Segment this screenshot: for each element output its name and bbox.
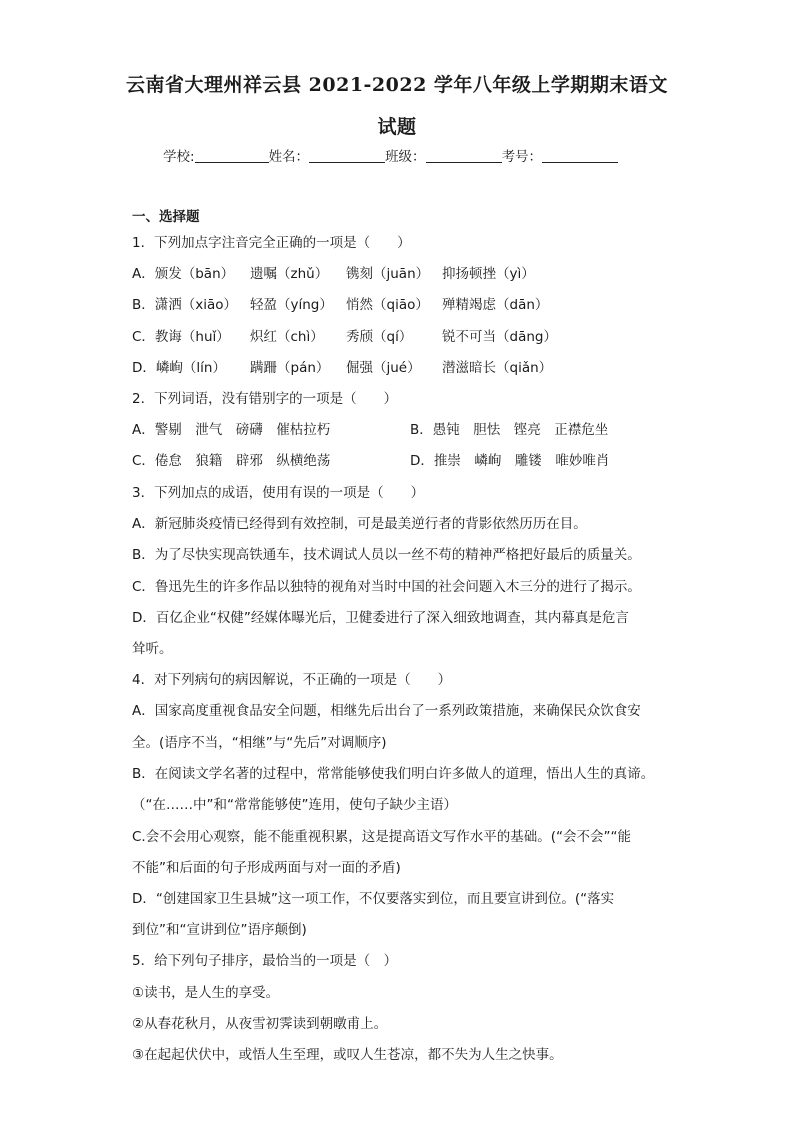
- name-label: 姓名：: [268, 149, 310, 165]
- q1-c-item: 锐不可当（dāng）: [442, 329, 557, 345]
- q3-option-d-continued: 耸听。: [132, 641, 173, 657]
- q4-option-b-continued: （“在……中”和“常常能够使”连用，使句子缺少主语）: [132, 797, 457, 813]
- q4-stem: 4．对下列病句的病因解说，不正确的一项是（ ）: [132, 672, 452, 688]
- q1-stem: 1．下列加点字注音完全正确的一项是（ ）: [132, 235, 411, 251]
- q4-option-c: C.会不会用心观察，能不能重视积累，这是提高语文写作水平的基础。(“会不会”“能: [132, 829, 631, 845]
- class-label: 班级：: [385, 149, 426, 165]
- student-info-line: [163, 145, 618, 165]
- number-label: 考号：: [501, 149, 543, 165]
- q2-options-ab: [132, 421, 608, 439]
- q2-option-d: D．推崇 嶙峋 雕镂 唯妙唯肖: [410, 453, 610, 469]
- q4-option-d-continued: 到位”和“宣讲到位”语序颠倒): [132, 922, 307, 938]
- q1-option-a: [132, 265, 535, 283]
- q2-options-cd: [132, 452, 609, 470]
- school-blank[interactable]: [195, 148, 269, 163]
- q1-c-item: 炽红（chì）: [250, 329, 324, 345]
- q1-d-item: 倔强（jué）: [346, 360, 421, 376]
- q1-b-item: B．潇洒（xiāo）: [132, 297, 238, 313]
- q1-d-item: 蹒跚（pán）: [250, 360, 330, 376]
- q1-option-d: [132, 359, 552, 377]
- q1-c-item: C．教诲（huǐ）: [132, 329, 230, 345]
- q1-a-item: 遗嘱（zhǔ）: [250, 266, 329, 282]
- q1-d-item: D．嶙峋（lín）: [132, 360, 226, 376]
- q5-sentence-1: ①读书，是人生的享受。: [132, 985, 280, 1001]
- section-heading: 一、选择题: [132, 209, 200, 225]
- q4-option-b: B．在阅读文学名著的过程中，常常能够使我们明白许多做人的道理，悟出人生的真谛。: [132, 766, 655, 782]
- exam-title: 云南省大理州祥云县 2021-2022 学年八年级上学期期末语文: [126, 74, 668, 96]
- q2-option-a: A．警剔 泄气 磅礴 催枯拉朽: [132, 422, 331, 438]
- q2-option-c: C．倦怠 狼籍 辟邪 纵横绝荡: [132, 453, 331, 469]
- q1-a-item: 镌刻（juān）: [346, 266, 430, 282]
- q1-b-item: 轻盈（yíng）: [250, 297, 333, 313]
- q1-c-item: 秀颀（qí）: [346, 329, 413, 345]
- q5-stem: 5．给下列句子排序，最恰当的一项是（ ）: [132, 953, 398, 969]
- q1-b-item: 悄然（qiāo）: [346, 297, 429, 313]
- exam-title-continued: 试题: [377, 116, 417, 138]
- q3-option-c: C．鲁迅先生的许多作品以独特的视角对当时中国的社会问题入木三分的进行了揭示。: [132, 579, 641, 595]
- q3-stem: 3．下列加点的成语，使用有误的一项是（ ）: [132, 485, 425, 501]
- q1-d-item: 潜滋暗长（qiǎn）: [442, 360, 553, 376]
- class-blank[interactable]: [426, 148, 502, 163]
- q1-b-item: 殚精竭虑（dān）: [442, 297, 549, 313]
- q3-option-b: B．为了尽快实现高铁通车，技术调试人员以一丝不苟的精神严格把好最后的质量关。: [132, 547, 641, 563]
- q4-option-a: A．国家高度重视食品安全问题，相继先后出台了一系列政策措施，来确保民众饮食安: [132, 703, 641, 719]
- q3-option-d: D．百亿企业“权健”经媒体曝光后，卫健委进行了深入细致地调查，其内幕真是危言: [132, 610, 629, 626]
- q5-sentence-3: ③在起起伏伏中，或悟人生至理，或叹人生苍凉，都不失为人生之快事。: [132, 1047, 563, 1063]
- q2-stem: 2．下列词语，没有错别字的一项是（ ）: [132, 391, 398, 407]
- q1-a-item: 抑扬顿挫（yì）: [442, 266, 535, 282]
- name-blank[interactable]: [309, 148, 385, 163]
- school-label: 学校:: [163, 149, 195, 165]
- number-blank[interactable]: [542, 148, 618, 163]
- q1-option-c: [132, 328, 557, 346]
- q4-option-d: D．“创建国家卫生县城”这一项工作，不仅要落实到位，而且要宣讲到位。(“落实: [132, 891, 615, 907]
- q3-option-a: A．新冠肺炎疫情已经得到有效控制，可是最美逆行者的背影依然历历在目。: [132, 516, 587, 532]
- q2-option-b: B．愚钝 胆怯 铿亮 正襟危坐: [410, 422, 609, 438]
- q1-a-item: A．颁发（bān）: [132, 266, 235, 282]
- q5-sentence-2: ②从春花秋月，从夜雪初霁读到朝暾甫上。: [132, 1016, 388, 1032]
- q4-option-c-continued: 不能”和后面的句子形成两面与对一面的矛盾): [132, 860, 401, 876]
- q4-option-a-continued: 全。(语序不当，“相继”与“先后”对调顺序): [132, 735, 387, 751]
- q1-option-b: [132, 296, 548, 314]
